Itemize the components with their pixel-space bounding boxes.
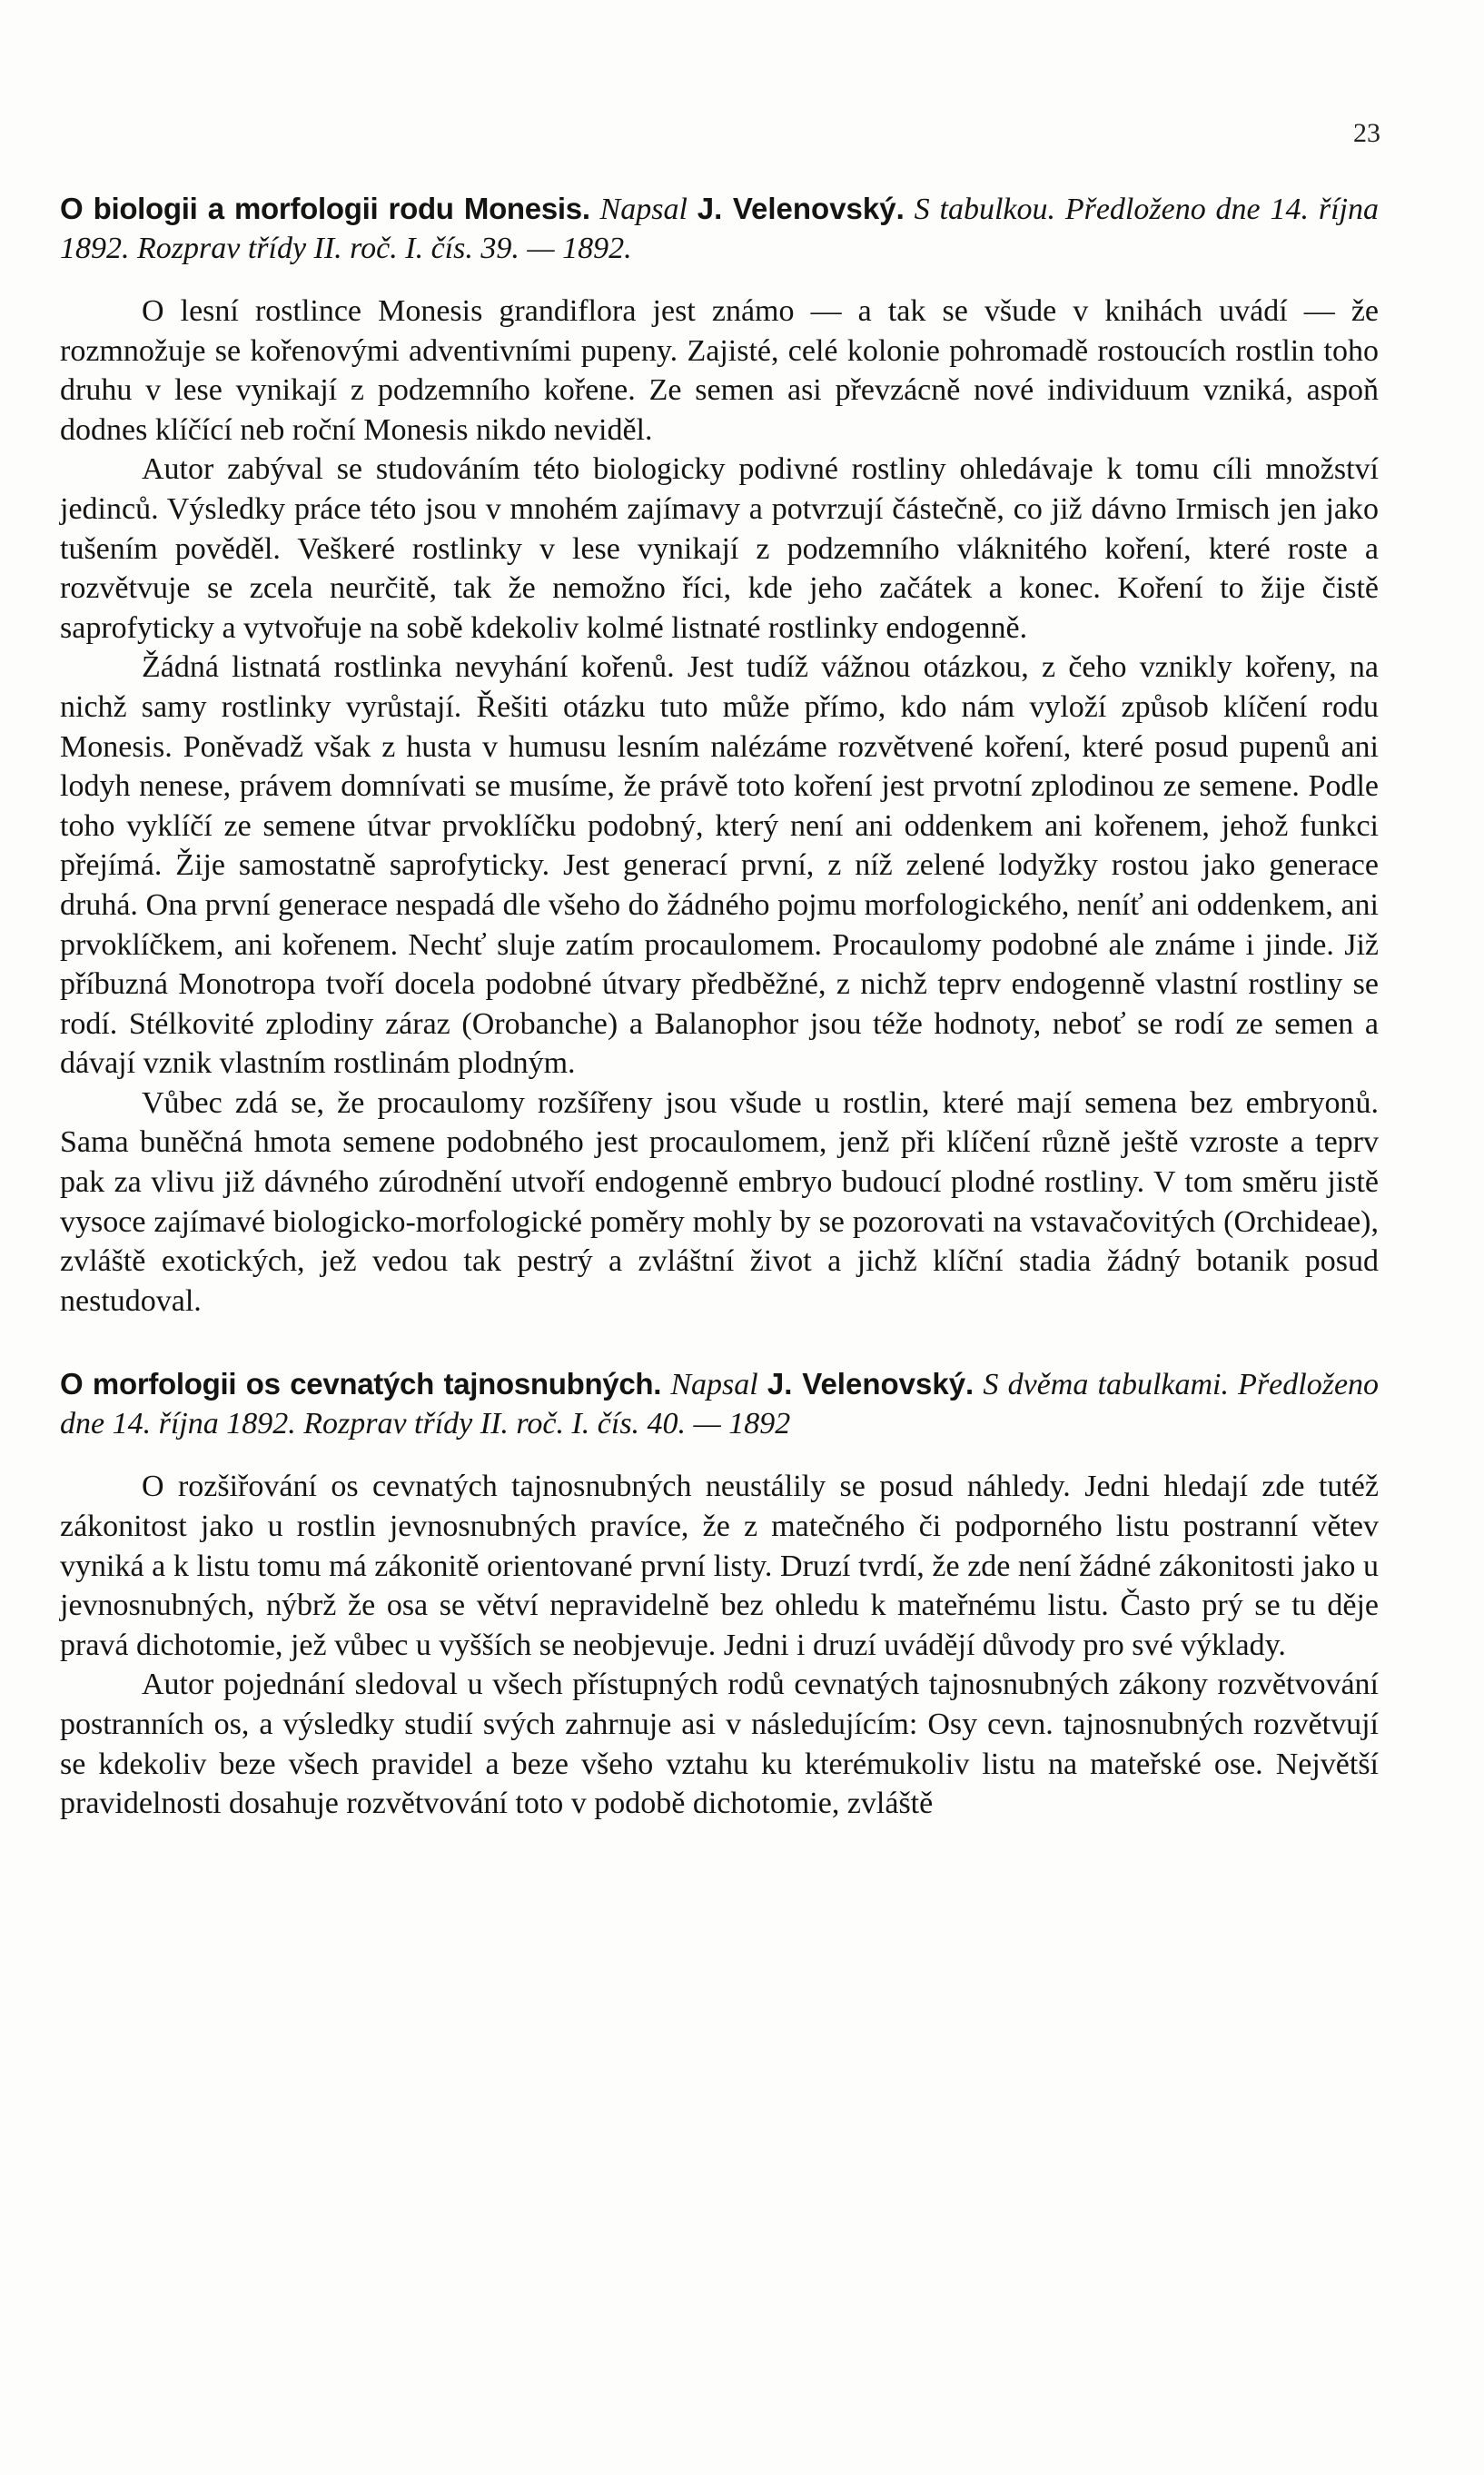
article-title: O biologii a morfologii rodu Monesis. (60, 192, 590, 225)
paragraph: O rozšiřování os cevnatých tajnosnubných neustálily se posud náhledy. Jedni hledají zde tutéž zákonitost jako u rostlin jevnosnubných pravíce, že z matečného či podporného listu postranní větev vyniká a k listu tomu má zákonitě orientované první listy. Druzí tvrdí, že zde není žádné zákonitosti jako u jevnosnubných, nýbrž že osa se větví nepravidelně bez ohledu k mateřnému listu. Často prý se tu děje pravá dichotomie, jež vůbec u vyšších se neobjevuje. Jedni i druzí uvádějí důvody pro své výklady. (60, 1470, 1379, 1662)
napsal-label: Napsal (599, 193, 688, 226)
article-meta: S dvěma tabulkami. Předloženo dne 14. října 1892. Rozprav třídy II. roč. I. čís. 40. — 1892 (60, 1368, 1380, 1441)
article-monesis (60, 189, 1379, 1321)
article-meta: S tabulkou. Předloženo dne 14. října 1892. Rozprav třídy II. roč. I. čís. 39. — 1892. (60, 193, 1379, 265)
paragraph: Vůbec zdá se, že procaulomy rozšířeny jsou všude u rostlin, které mají semena bez embryonů. Sama buněčná hmota semene podobného jest procaulomem, jenž při klíčení různě ještě vzroste a teprv pak za vlivu již dávného zúrodnění utvoří endogenně embryo budoucí plodné rostliny. V tom směru jistě vysoce zajímavé biologicko-morfologické poměry mohly by se pozorovati na vstavačovitých (Orchideae), zvláště exotických, jež vedou tak pestrý a zvláštní život a jichž klíční stadia žádný botanik posud nestudoval. (60, 1085, 1379, 1318)
article-author: J. Velenovský. (697, 192, 905, 225)
paragraph: Žádná listnatá rostlinka nevyhání kořenů. Jest tudíž vážnou otázkou, z čeho vznikly kořeny, na nichž samy rostlinky vyrůstají. Řešiti otázku tuto může přímo, kdo nám vyloží způsob klíčení rodu Monesis. Poněvadž však z husta v humusu lesním nalézáme rozvětvené koření, které posud pupenů ani lodyh nenese, právem domnívati se musíme, že právě toto koření jest prvotní zplodinou ze semene. Podle toho vyklíčí ze semene útvar prvoklíčku podobný, který není ani oddenkem ani kořenem, jehož funkci přejímá. Žije samostatně saprofyticky. Jest generací první, z níž zelené lodyžky rostou jako generace druhá. Ona první generace nespadá dle všeho do žádného pojmu morfologického, neníť ani oddenkem, ani prvoklíčkem, ani kořenem. Nechť sluje zatím procaulomem. Procaulomy podobné ale známe i jinde. Již příbuzná Monotropa tvoří docela podobné útvary předběžné, z nichž teprv endogenně vlastní rostliny se rodí. Stélkovité zplodiny záraz (Orobanche) a Balanophor jsou téže hodnoty, neboť se rodí ze semen a dávají vznik vlastním rostlinám plodným. (60, 650, 1379, 1081)
napsal-label: Napsal (670, 1368, 758, 1402)
article-author: J. Velenovský. (767, 1367, 974, 1401)
paragraph: Autor pojednání sledoval u všech přístupných rodů cevnatých tajnosnubných zákony rozvětvování postranních os, a výsledky studií svých zahrnuje asi v následujícím: Osy cevn. tajnosnubných rozvětvují se kdekoliv beze všech pravidel a beze všeho vztahu ku kterémukoliv listu na mateřské ose. Největší pravidelnosti dosahuje rozvětvování toto v podobě dichotomie, zvláště (60, 1668, 1379, 1821)
article-header (60, 189, 1379, 268)
page-content (60, 189, 1379, 1824)
article-cevnate-tajnosnubne (60, 1364, 1379, 1823)
article-header (60, 1364, 1379, 1443)
article-title: O morfologii os cevnatých tajnosnubných. (60, 1367, 662, 1401)
paragraph: O lesní rostlince Monesis grandiflora jest známo — a tak se všude v knihách uvádí — že rozmnožuje se kořenovými adventivními pupeny. Zajisté, celé kolonie pohromadě rostoucích rostlin toho druhu v lese vynikají z podzemního kořene. Ze semen asi převzácně nové individuum vzniká, aspoň dodnes klíčící neb roční Monesis nikdo neviděl. (60, 294, 1379, 447)
page-number: 23 (1353, 118, 1380, 148)
paragraph: Autor zabýval se studováním této biologicky podivné rostliny ohledávaje k tomu cíli množství jedinců. Výsledky práce této jsou v mnohém zajímavy a potvrzují částečně, co již dávno Irmisch jen jako tušením pověděl. Veškeré rostlinky v lese vynikají z podzemního vláknitého koření, které roste a rozvětvuje se zcela neurčitě, tak že nemožno říci, kde jeho začátek a konec. Koření to žije čistě saprofyticky a vytvořuje na sobě kdekoliv kolmé listnaté rostlinky endogenně. (60, 452, 1379, 645)
